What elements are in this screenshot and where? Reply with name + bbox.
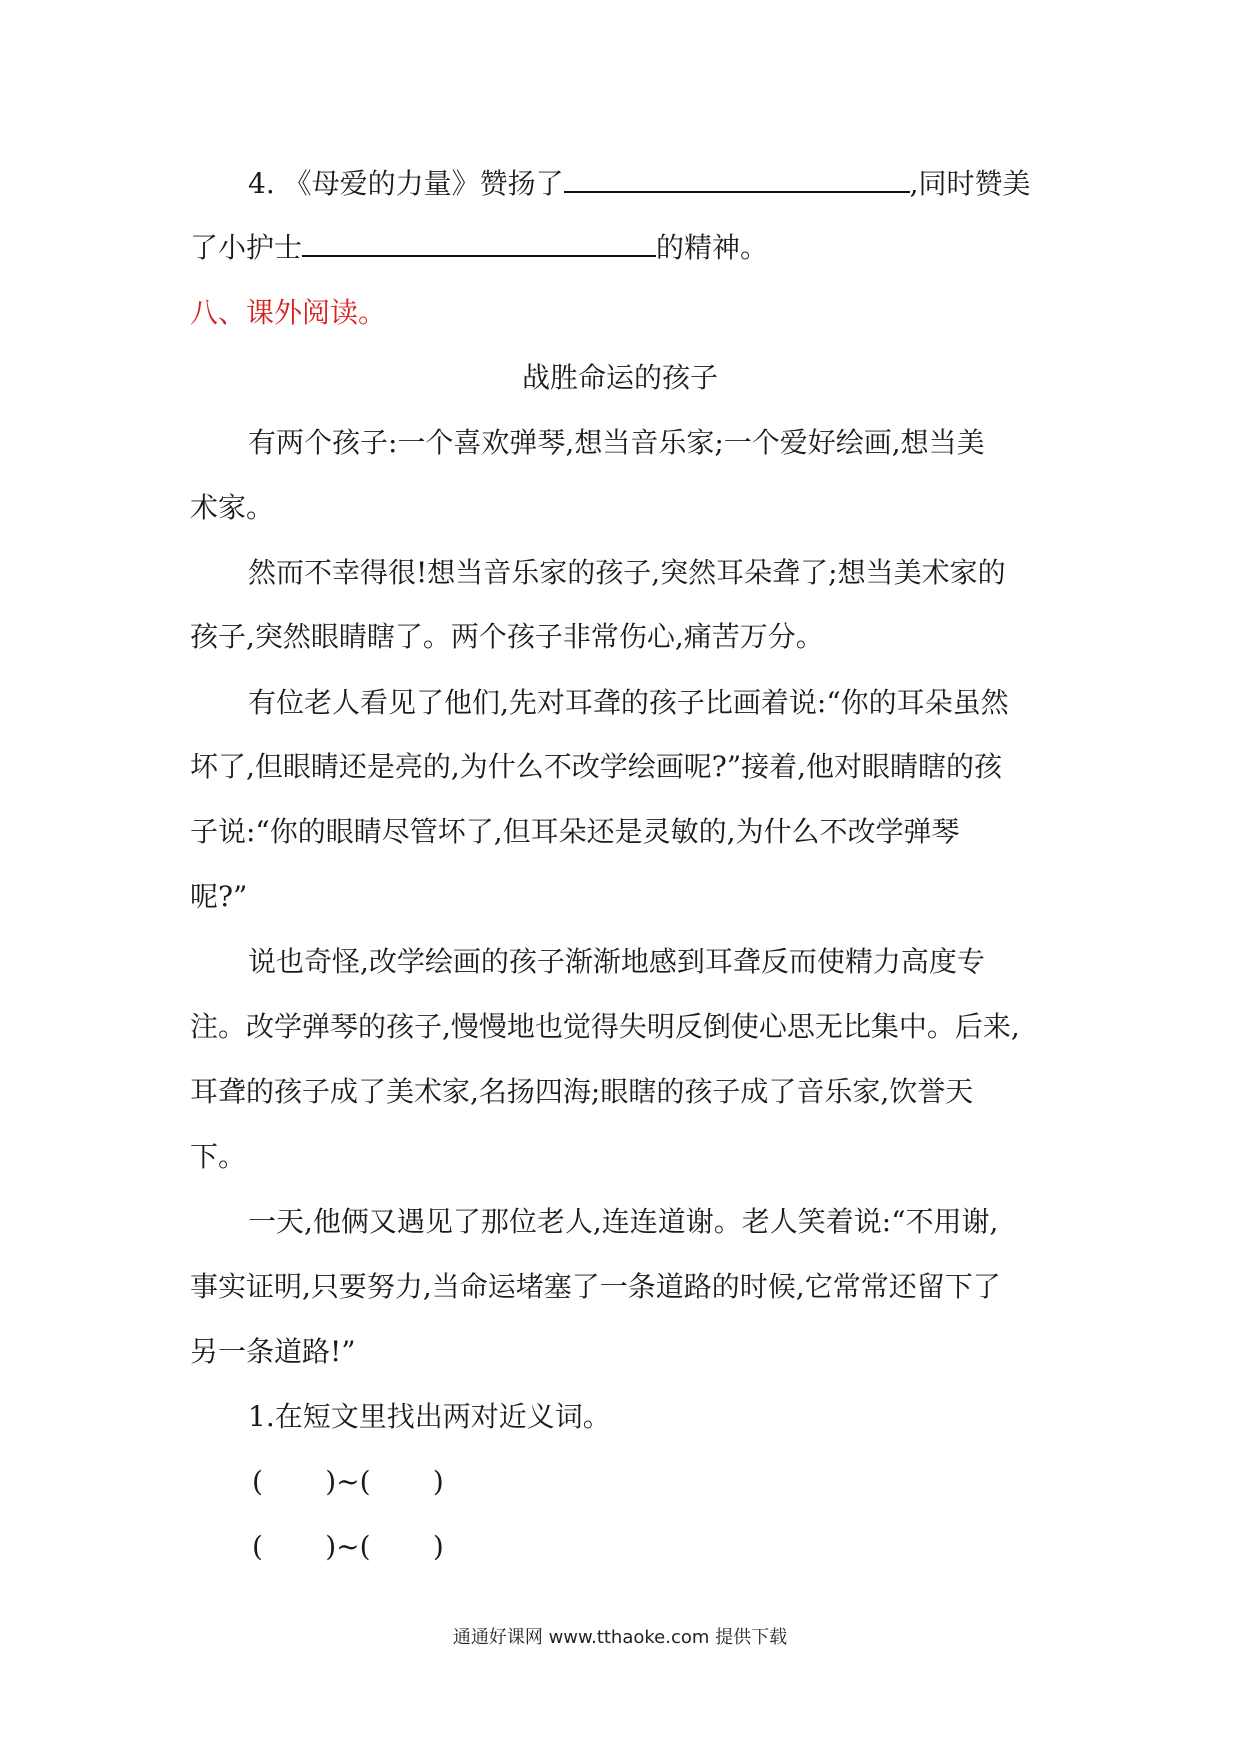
question-1-prompt: 1.在短文里找出两对近义词。: [248, 1400, 611, 1433]
question-4-number: 4.: [248, 167, 275, 200]
synonym-pair-row-2[interactable]: ( )~( ): [252, 1530, 444, 1563]
passage-line: 另一条道路!”: [190, 1335, 356, 1368]
answer-blank-1[interactable]: [564, 165, 910, 193]
passage-line: 有位老人看见了他们,先对耳聋的孩子比画着说:“你的耳朵虽然: [248, 686, 1009, 719]
passage-line: 呢?”: [190, 880, 248, 913]
question-4-text-d: 的精神。: [656, 231, 769, 264]
passage-line: 术家。: [190, 491, 275, 524]
question-4-text-b: ,同时赞美: [909, 167, 1031, 200]
passage-line: 事实证明,只要努力,当命运堵塞了一条道路的时候,它常常还留下了: [190, 1270, 1001, 1303]
passage-line: 子说:“你的眼睛尽管坏了,但耳朵还是灵敏的,为什么不改学弹琴: [190, 815, 960, 848]
passage-title: 战胜命运的孩子: [521, 361, 718, 394]
passage-line: 注。改学弹琴的孩子,慢慢地也觉得失明反倒使心思无比集中。后来,: [190, 1010, 1020, 1043]
passage-line: 坏了,但眼睛还是亮的,为什么不改学绘画呢?”接着,他对眼睛瞎的孩: [190, 750, 1003, 783]
question-4-text-c: 了小护士: [190, 231, 303, 264]
synonym-pair-row-1[interactable]: ( )~( ): [252, 1465, 444, 1498]
passage-line: 然而不幸得很!想当音乐家的孩子,突然耳朵聋了;想当美术家的: [248, 556, 1006, 589]
question-4-line-2: [190, 228, 768, 268]
question-4-line-1: [248, 164, 1031, 204]
passage-line: 孩子,突然眼睛瞎了。两个孩子非常伤心,痛苦万分。: [190, 620, 824, 653]
page-footer: 通通好课网 www.tthaoke.com 提供下载: [452, 1627, 788, 1648]
answer-blank-2[interactable]: [302, 229, 656, 257]
passage-line: 下。: [190, 1140, 247, 1173]
passage-line: 一天,他俩又遇见了那位老人,连连道谢。老人笑着说:“不用谢,: [248, 1205, 999, 1238]
section-heading: 八、课外阅读。: [190, 296, 387, 329]
passage-line: 说也奇怪,改学绘画的孩子渐渐地感到耳聋反而使精力高度专: [248, 945, 985, 978]
question-4-text-a: 《母爱的力量》赞扬了: [283, 167, 564, 200]
passage-line: 耳聋的孩子成了美术家,名扬四海;眼瞎的孩子成了音乐家,饮誉天: [190, 1075, 974, 1108]
passage-line: 有两个孩子:一个喜欢弹琴,想当音乐家;一个爱好绘画,想当美: [248, 426, 985, 459]
